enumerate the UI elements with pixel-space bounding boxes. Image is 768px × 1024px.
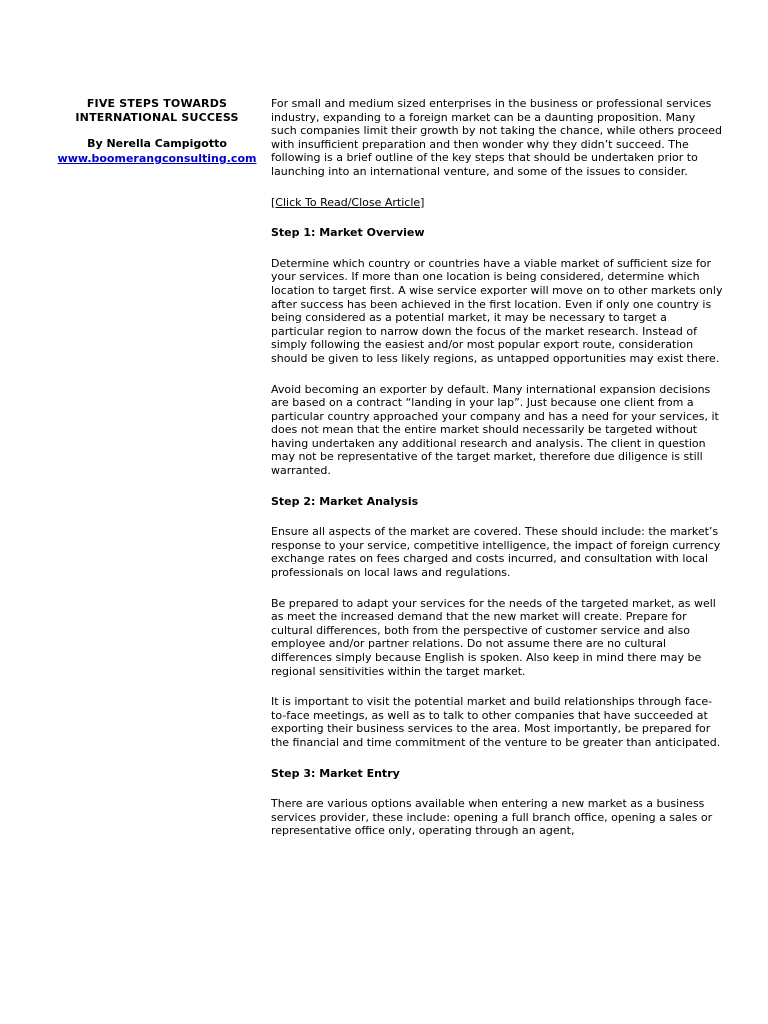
author-byline: By Nerella Campigotto [87,137,227,150]
step-2-paragraph-3: It is important to visit the potential market and build relationships through face-to-face meetings, as well as to talk to other companies that have succeeded at exporting their business services to the area. Most importantly, be prepared for the financial and time commitment of the venture to be greater than anticipated. [271,695,721,749]
article-title-line-1: FIVE STEPS TOWARDS [86,97,228,110]
step-1-heading: Step 1: Market Overview [271,226,425,240]
read-close-article-link[interactable]: [Click To Read/Close Article] [271,195,425,209]
step-2-heading: Step 2: Market Analysis [271,494,419,508]
intro-paragraph: For small and medium sized enterprises in the business or professional services industry, expanding to a foreign market can be a daunting proposition. Many such companies limit their growth by not taking the chance, while others proceed with insufficient preparation and then wonder why they didn’t succeed. The following is a brief outline of the key steps that should be undertaken prior to launching into an international venture, and some of the issues to consider. [271,97,723,178]
article-body [271,97,723,855]
step-3-paragraph-1: There are various options available when entering a new market as a business services provider, these include: opening a full branch office, opening a sales or representative office only, operating through an agent, [271,797,713,838]
step-2-paragraph-1: Ensure all aspects of the market are covered. These should include: the market’s response to your service, competitive intelligence, the impact of foreign currency exchange rates on fees charged and costs incurred, and consultation with local professionals on local laws and regulations. [271,525,721,580]
step-3-heading: Step 3: Market Entry [271,766,400,780]
step-2-paragraph-2: Be prepared to adapt your services for the needs of the targeted market, as well as meet the increased demand that the new market will create. Prepare for cultural differences, both from the perspective of customer service and also employee and/or partner relations. Do not assume there are no cultural differences simply because English is spoken. Also keep in mind there may be regional sensitivities within the target market. [271,596,716,678]
article-title-line-2: INTERNATIONAL SUCCESS [75,110,239,124]
step-1-paragraph-2: Avoid becoming an exporter by default. Many international expansion decisions are based on a contract “landing in your lap”. Just because one client from a particular country approached your company and has a need for your services, it does not mean that the entire market should necessarily be targeted without having undertaken any additional research and analysis. The client in question may not be representative of the target market, therefore due diligence is still warranted. [271,382,719,478]
website-link[interactable]: www.boomerangconsulting.com [57,151,257,165]
step-1-paragraph-1: Determine which country or countries have a viable market of sufficient size for your services. If more than one location is being considered, determine which location to target first. A wise service exporter will move on to other markets only after success has been achieved in the first location. Even if only one country is being considered as a potential market, it may be necessary to target a particular region to narrow down the focus of the market research. Instead of simply following the easiest and/or most popular export route, consideration should be given to less likely regions, as untapped opportunities may exist there. [271,256,723,365]
article-sidebar [52,97,262,167]
